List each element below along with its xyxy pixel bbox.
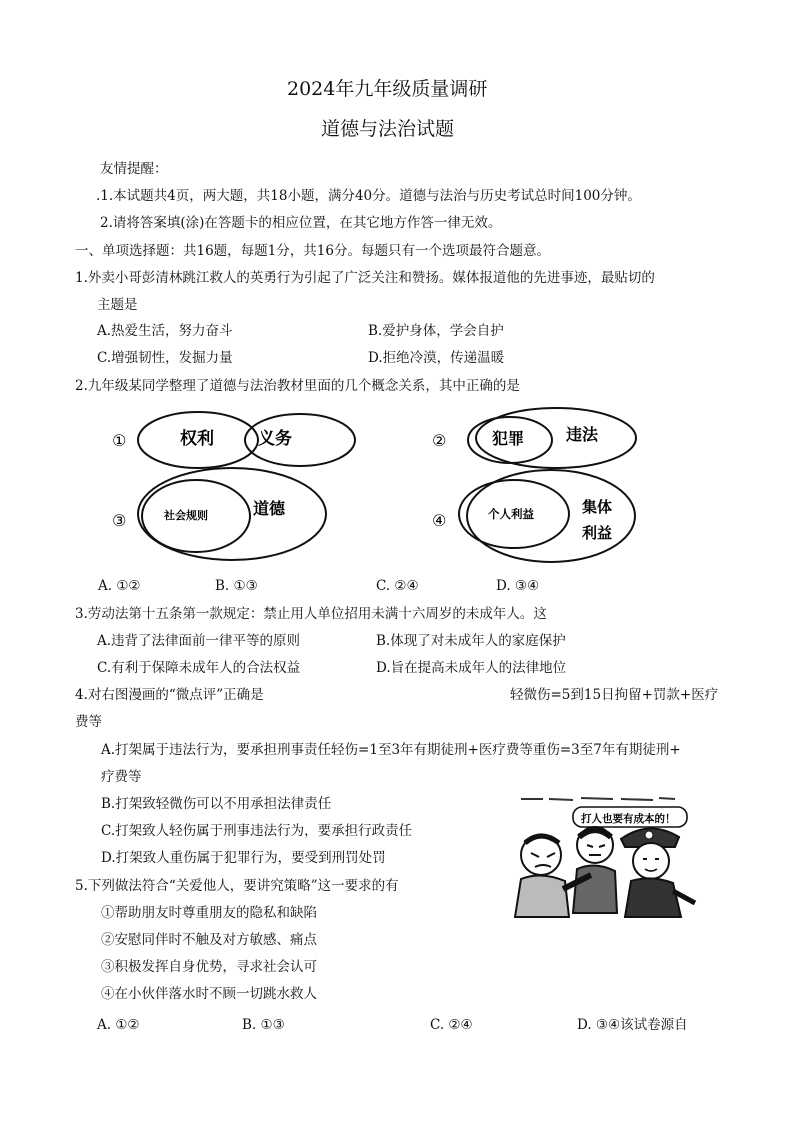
cartoon-police-head [633,843,669,879]
q4-side-note: 轻微伤=5到15日拘留+罚款+医疗 [510,687,719,703]
q1-option-b: B.爱护身体，学会自护 [368,323,504,339]
q1-option-d: D.拒绝冷漠，传递温暖 [368,350,505,366]
diagram-4-outer-label-1: 集体 [582,498,613,516]
q2-option-d: D. ③④ [496,578,540,594]
diagram-4-outer-label-2: 利益 [582,524,613,542]
q4-option-c: C.打架致人轻伤属于刑事违法行为，要承担行政责任 [101,823,413,839]
cartoon-header-line [521,798,675,800]
tips-item-1: .1.本试题共4页，两大题，共18小题，满分40分。道德与法治与历史考试总时间100分钟。 [96,188,641,204]
diagram-1-left-label: 权利 [180,429,214,449]
diagram-1-number: ① [112,431,127,450]
diagram-2-outer-label: 违法 [566,425,599,444]
q5-statement-1: ①帮助朋友时尊重朋友的隐私和缺陷 [101,905,317,921]
q3-option-a: A.违背了法律面前一律平等的原则 [97,633,301,649]
q4-option-d: D.打架致人重伤属于犯罪行为，要受到刑罚处罚 [101,850,386,866]
page-subtitle: 道德与法治试题 [321,118,455,140]
concept-diagram [100,398,660,570]
q4-side-note-cont: 费等 [75,714,102,730]
cartoon-image [503,793,699,919]
cartoon-police-body [625,878,681,917]
q2-option-a: A. ①② [98,578,141,594]
diagram-2-inner-label: 犯罪 [492,429,525,448]
diagram-3-inner-label: 社会规则 [164,509,208,522]
cartoon-caption: 打人也要有成本的！ [581,813,676,825]
diagram-4-inner-label: 个人利益 [488,507,534,521]
q3-option-d: D.旨在提高未成年人的法律地位 [376,660,567,676]
q5-statement-4: ④在小伙伴落水时不顾一切跳水救人 [101,986,317,1002]
q1-stem-line1: 1.外卖小哥彭清林跳江救人的英勇行为引起了广泛关注和赞扬。媒体报道他的先进事迹，最贴切的 [75,270,655,286]
q2-stem: 2.九年级某同学整理了道德与法治教材里面的几个概念关系，其中正确的是 [75,378,520,394]
q4-stem: 4.对右图漫画的“微点评”正确是 [75,687,264,703]
q5-statement-3: ③积极发挥自身优势，寻求社会认可 [101,959,317,975]
cartoon-middle-body [573,865,617,913]
q5-option-d: D. ③④该试卷源自 [577,1017,688,1033]
q3-stem: 3.劳动法第十五条第一款规定：禁止用人单位招用未满十六周岁的未成年人。这 [75,606,547,622]
tips-item-2: 2.请将答案填(涂)在答题卡的相应位置，在其它地方作答一律无效。 [100,215,502,231]
q1-option-a: A.热爱生活，努力奋斗 [97,323,233,339]
cartoon-left-body [515,875,569,917]
q4-option-a-line2: 疗费等 [101,769,142,785]
page-title: 2024年九年级质量调研 [287,78,488,100]
q5-stem: 5.下列做法符合“关爱他人，要讲究策略”这一要求的有 [75,878,399,894]
diagram-3-number: ③ [112,511,127,530]
q4-option-a-line1: A.打架属于违法行为，要承担刑事责任轻伤=1至3年有期徒刑+医疗费等重伤=3至7年有期徒刑+ [101,742,681,758]
q3-option-c: C.有利于保障未成年人的合法权益 [97,660,301,676]
diagram-3-outer-label: 道德 [253,499,286,518]
q2-option-b: B. ①③ [215,578,258,594]
q2-option-c: C. ②④ [376,578,419,594]
diagram-4-number: ④ [432,511,447,530]
q1-stem-line2: 主题是 [97,297,138,313]
diagram-2-number: ② [432,431,447,450]
q5-statement-2: ②安慰同伴时不触及对方敏感、痛点 [101,932,317,948]
q5-option-c: C. ②④ [430,1017,473,1033]
section-heading: 一、单项选择题：共16题，每题1分，共16分。每题只有一个选项最符合题意。 [75,243,550,259]
q5-option-a: A. ①② [97,1017,140,1033]
tips-heading: 友情提醒： [100,161,168,177]
diagram-1-right-label: 义务 [258,429,292,449]
q5-option-b: B. ①③ [242,1017,285,1033]
q4-option-b: B.打架致轻微伤可以不用承担法律责任 [101,796,332,812]
q3-option-b: B.体现了对未成年人的家庭保护 [376,633,566,649]
q1-option-c: C.增强韧性，发掘力量 [97,350,233,366]
